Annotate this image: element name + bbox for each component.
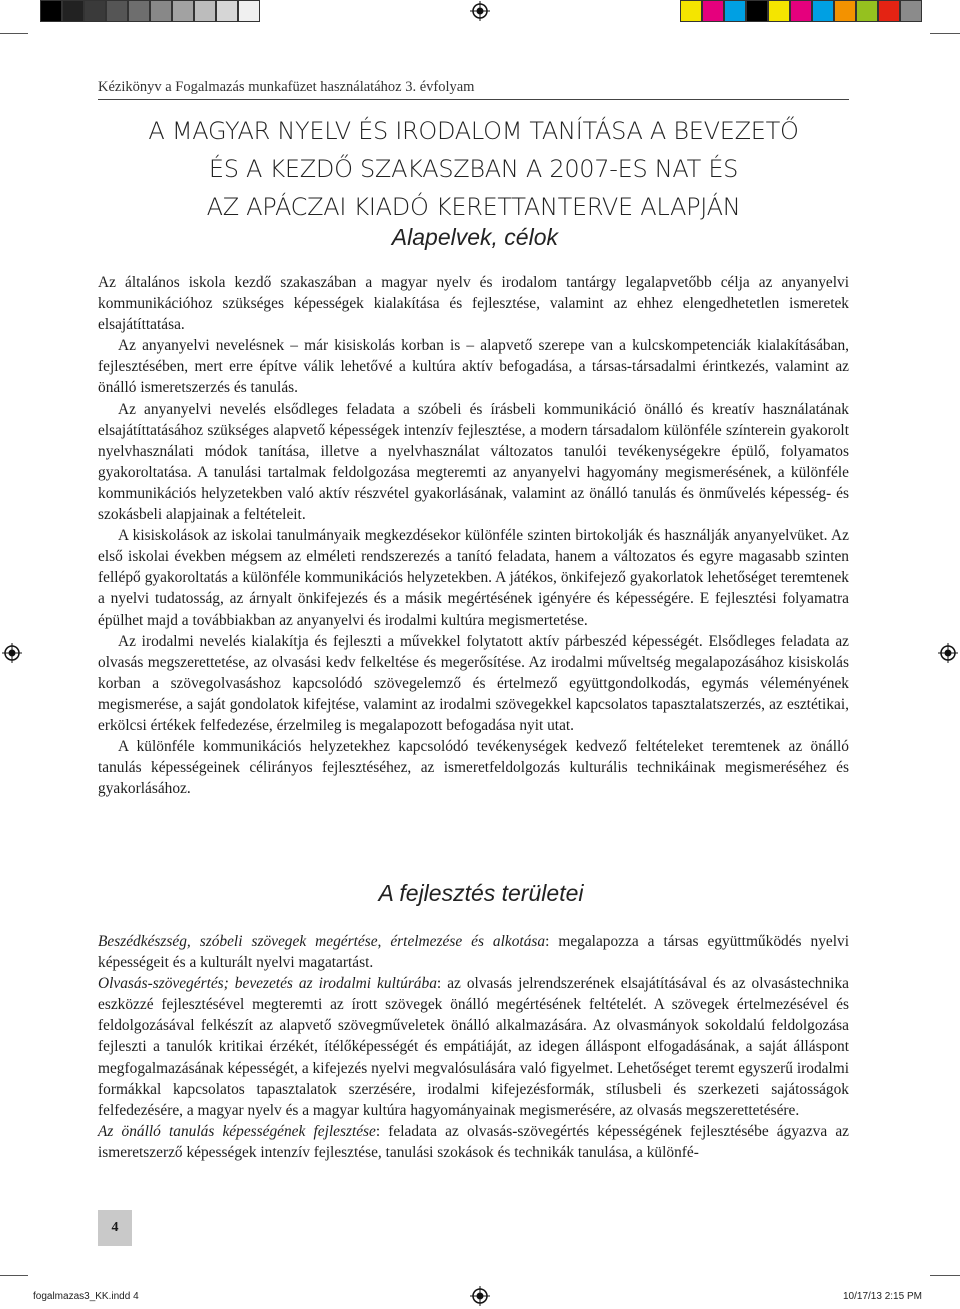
- registration-mark-icon: [2, 643, 22, 663]
- color-swatch: [790, 0, 812, 22]
- area-paragraph: [98, 1121, 849, 1163]
- crop-mark: [0, 33, 28, 34]
- gray-color-bar: [40, 0, 260, 22]
- registration-mark-icon: [470, 1286, 490, 1306]
- area-paragraph: [98, 931, 849, 973]
- color-swatch: [834, 0, 856, 22]
- color-swatch: [216, 0, 238, 22]
- area-text: : az olvasás jelrendszerének elsajátításával és az olvasástechnika eszközzé fejlesztésével megteremti az írott szövegek önálló megértésének feltételét. A szövegek értelmezésével és feldolgozásával felkészít az alapvető szövegműveletek önálló alkalmazására. Az olvasmányok sokoldalú feldolgozása fejleszti a tanulók kritikai érzékét, ítélőképességét és empátiáját, az idegen álláspont elfogadásának, a saját álláspont megfogalmazásának képességét, a kifejezés nyelvi megvalósulására való figyelmet. Lehetőséget teremt egyszerű irodalmi formákkal kapcsolatos tapasztalatok szerzésére, irodalmi kifejezésformák, stílusbeli és szerkezeti sajátosságok felfedezésére, a magyar nyelv és a magyar kultúra hagyományainak megismerésére, az olvasás megszerettetésére.: [98, 975, 849, 1119]
- area-paragraph: [98, 973, 849, 1121]
- color-swatch: [856, 0, 878, 22]
- page-number: 4: [98, 1210, 132, 1246]
- color-swatch: [194, 0, 216, 22]
- area-text: : megalapozza a társas együttműködés nyelvi képességeit és a kulturált nyelvi magatartást.: [98, 933, 849, 972]
- paragraph: Az anyanyelvi nevelés elsődleges feladata a szóbeli és írásbeli kommunikáció önálló és kreatív használatának elsajátíttatásához szükséges alapvető képességek intenzív fejlesztése, a modern társadalom különféle színterein gyakorolt nyelvhasználati módok tanítása, illetve a nyelvhasználat változatos tanulói tevékenységekre épülő, folyamatos gyakoroltatása. A tanulási tartalmak feldolgozása megteremti az anyanyelvi hagyomány megismerésének, a különféle kommunikációs helyzetekben való aktív részvétel gyakorlásának, valamint az önálló tanulás és önművelés képesség- és szokásbeli alapjainak a feltételeit.: [98, 400, 849, 524]
- color-swatch: [62, 0, 84, 22]
- area-term: Az önálló tanulás képességének fejlesztése: [98, 1122, 376, 1140]
- color-swatch: [150, 0, 172, 22]
- slug-timestamp: 10/17/13 2:15 PM: [843, 1291, 922, 1302]
- registration-mark-icon: [938, 643, 958, 663]
- crop-mark: [0, 1275, 28, 1276]
- area-term: Beszédkészség, szóbeli szövegek megértése, értelmezése és alkotása: [98, 933, 546, 950]
- chapter-title-line: AZ APÁCZAI KIADÓ KERETTANTERVE ALAPJÁN: [206, 193, 741, 221]
- color-swatch: [812, 0, 834, 22]
- color-swatch: [238, 0, 260, 22]
- paragraph: A különféle kommunikációs helyzetekhez kapcsolódó tevékenységek kedvező feltételeket teremtenek az önálló tanulás képességeinek célirányos fejlesztéséhez, az ismeretfeldolgozás kulturális technikáinak megismeréséhez és gyakorlásához.: [98, 738, 849, 798]
- principles-body: [98, 272, 849, 799]
- color-swatch: [878, 0, 900, 22]
- color-swatch: [768, 0, 790, 22]
- paragraph: Az anyanyelvi nevelésnek – már kisiskolás korban is – alapvető szerepe van a kulcskompetenciák kialakításában, fejlesztésében, mert erre építve válik lehetővé a kultúra aktív befogadása, a társas-társadalmi érintkezés, valamint az önálló ismeretszerzés és tanulás.: [98, 337, 849, 397]
- paragraph: A kisiskolások az iskolai tanulmányaik megkezdésekor különféle szinten birtokolják és használják anyanyelvüket. Az első iskolai években mégsem az elméleti rendszerezés a tanító feladata, hanem a változatos és egyre magasabb szinten fellépő gyakoroltatás a különféle kommunikációs helyzetekben. A játékos, önkifejező gyakorlatok lehetőséget teremtenek a nyelvi tudatosság, az árnyalt önkifejezés és a másik megértésének igényére és képességére. E fejlesztési folyamatra épülhet majd a továbbiakban az anyanyelvi és irodalmi kultúra megismertetése.: [98, 527, 849, 629]
- color-swatch: [84, 0, 106, 22]
- color-swatch: [172, 0, 194, 22]
- area-term: Olvasás-szövegértés; bevezetés az irodalmi kultúrába: [98, 975, 437, 993]
- color-swatch: [746, 0, 768, 22]
- color-swatch: [106, 0, 128, 22]
- development-areas-body: [98, 931, 849, 1163]
- process-color-bar: [680, 0, 922, 22]
- section-heading-development-areas: A fejlesztés területei: [378, 880, 584, 906]
- chapter-title: [98, 112, 849, 226]
- crop-mark: [930, 33, 960, 34]
- color-swatch: [680, 0, 702, 22]
- chapter-title-line: ÉS A KEZDŐ SZAKASZBAN A 2007-ES NAT ÉS: [208, 155, 739, 183]
- color-swatch: [900, 0, 922, 22]
- area-text: : feladata az olvasás-szövegértés képességének fejlesztésébe ágyazva az ismeretszerző képességek intenzív fejlesztése, tanulási szokások és technikák tanulása, a különfé-: [98, 1122, 850, 1161]
- section-heading-principles: Alapelvek, célok: [391, 224, 558, 250]
- slug-filename: fogalmazas3_KK.indd 4: [33, 1291, 139, 1302]
- chapter-title-line: A MAGYAR NYELV ÉS IRODALOM TANÍTÁSA A BEVEZETŐ: [148, 117, 799, 145]
- crop-mark: [930, 1275, 960, 1276]
- running-header: Kézikönyv a Fogalmazás munkafüzet használatához 3. évfolyam: [98, 79, 849, 100]
- paragraph: Az általános iskola kezdő szakaszában a magyar nyelv és irodalom tantárgy legalapvetőbb célja az anyanyelvi kommunikációhoz szükséges képességek kialakítása és fejlesztése, valamint az ehhez elengedhetetlen ismeretek elsajátíttatása.: [98, 274, 849, 334]
- color-swatch: [128, 0, 150, 22]
- color-swatch: [724, 0, 746, 22]
- color-swatch: [40, 0, 62, 22]
- paragraph: Az irodalmi nevelés kialakítja és fejleszti a művekkel folytatott aktív párbeszéd képességét. Elsődleges feladata az olvasás megszerettetése, az olvasási kedv felkeltése és megerősítése. Az irodalmi műveltség megalapozásához kisiskolás korban a szövegolvasáshoz kapcsolódó szövegelemző és értelmező együttgondolkodás, egymás véleményének megismerése, a saját gondolatok kifejtése, valamint az irodalmi szövegekkel kapcsolatos tapasztalatszerzés, az esztétikai, erkölcsi értékek felfedezése, érzelmileg is megalapozott befogadása nyit utat.: [98, 632, 849, 734]
- registration-mark-icon: [470, 1, 490, 21]
- color-swatch: [702, 0, 724, 22]
